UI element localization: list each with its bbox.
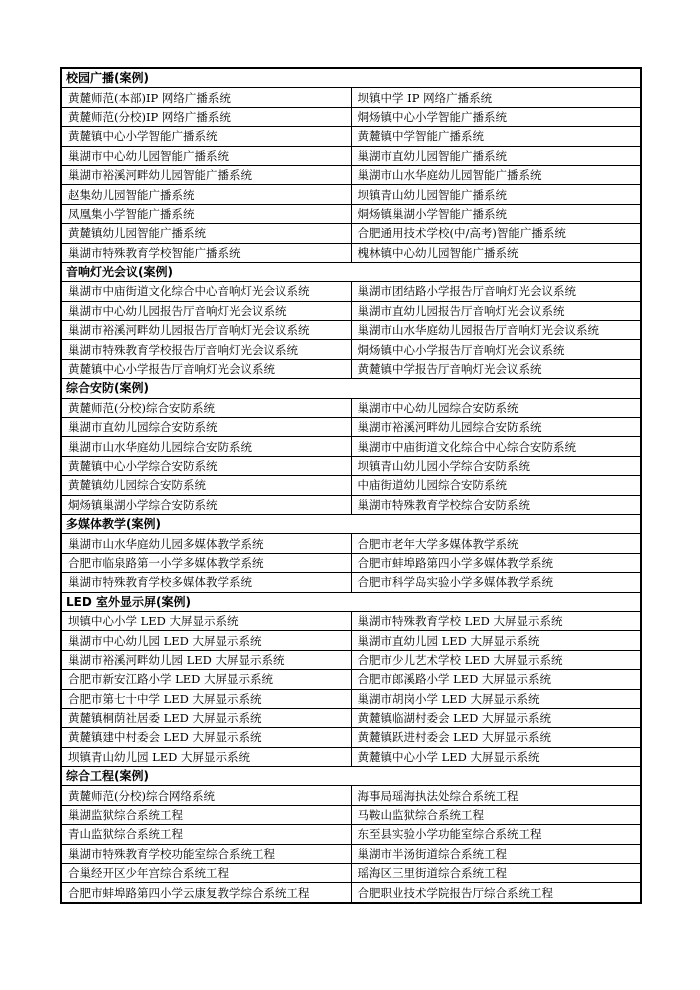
case-cell-right: 合肥市少儿艺术学校 LED 大屏显示系统 (351, 650, 641, 669)
case-cell-right: 烔炀镇巢湖小学智能广播系统 (351, 204, 641, 223)
case-cell-right: 烔炀镇中心小学智能广播系统 (351, 107, 641, 126)
case-cell-left: 黄麓镇中心小学智能广播系统 (61, 127, 351, 146)
table-row (61, 321, 641, 340)
case-cell-left: 黄麓镇桐荫社居委 LED 大屏显示系统 (61, 708, 351, 727)
case-cell-right: 马鞍山监狱综合系统工程 (351, 805, 641, 824)
table-row (61, 456, 641, 475)
case-cell-left: 合肥市第七十中学 LED 大屏显示系统 (61, 689, 351, 708)
case-cell-right: 合肥市科学岛实验小学多媒体教学系统 (351, 573, 641, 592)
case-cell-right: 巢湖市中庙街道文化综合中心综合安防系统 (351, 437, 641, 456)
case-cell-left: 巢湖市特殊教育学校智能广播系统 (61, 243, 351, 262)
table-row (61, 825, 641, 844)
case-cell-right: 槐林镇中心幼儿园智能广播系统 (351, 243, 641, 262)
case-cell-left: 青山监狱综合系统工程 (61, 825, 351, 844)
case-cell-left: 合肥市临泉路第一小学多媒体教学系统 (61, 553, 351, 572)
case-cell-right: 瑶海区三里街道综合系统工程 (351, 864, 641, 883)
case-cell-left: 烔炀镇巢湖小学综合安防系统 (61, 495, 351, 514)
case-cell-right: 巢湖市直幼儿园报告厅音响灯光会议系统 (351, 301, 641, 320)
table-row (61, 747, 641, 766)
case-cell-left: 黄麓镇建中村委会 LED 大屏显示系统 (61, 728, 351, 747)
section-header-row (61, 767, 641, 786)
case-cell-right: 巢湖市裕溪河畔幼儿园综合安防系统 (351, 418, 641, 437)
table-row (61, 398, 641, 417)
case-cell-right: 巢湖市特殊教育学校综合安防系统 (351, 495, 641, 514)
case-cell-left: 巢湖市特殊教育学校多媒体教学系统 (61, 573, 351, 592)
case-list-table (60, 67, 642, 904)
case-cell-right: 中庙街道幼儿园综合安防系统 (351, 476, 641, 495)
table-row (61, 611, 641, 630)
case-cell-right: 巢湖市中心幼儿园综合安防系统 (351, 398, 641, 417)
case-cell-left: 黄麓镇幼儿园综合安防系统 (61, 476, 351, 495)
table-row (61, 146, 641, 165)
table-row (61, 359, 641, 378)
case-cell-left: 巢湖市中心幼儿园 LED 大屏显示系统 (61, 631, 351, 650)
case-cell-right: 巢湖市山水华庭幼儿园报告厅音响灯光会议系统 (351, 321, 641, 340)
table-row (61, 573, 641, 592)
case-cell-right: 巢湖市山水华庭幼儿园智能广播系统 (351, 165, 641, 184)
case-cell-left: 巢湖市中心幼儿园报告厅音响灯光会议系统 (61, 301, 351, 320)
case-cell-right: 烔炀镇中心小学报告厅音响灯光会议系统 (351, 340, 641, 359)
case-cell-left: 巢湖市直幼儿园综合安防系统 (61, 418, 351, 437)
case-cell-right: 巢湖市半汤街道综合系统工程 (351, 844, 641, 863)
table-row (61, 883, 641, 903)
table-row (61, 728, 641, 747)
case-cell-right: 黄麓镇中学报告厅音响灯光会议系统 (351, 359, 641, 378)
section-title: 综合工程(案例) (61, 767, 641, 786)
case-cell-left: 凤凰集小学智能广播系统 (61, 204, 351, 223)
table-row (61, 495, 641, 514)
table-row (61, 88, 641, 107)
table-row (61, 864, 641, 883)
section-title: 综合安防(案例) (61, 379, 641, 398)
case-cell-left: 黄麓师范(分校)综合安防系统 (61, 398, 351, 417)
section-title: 多媒体教学(案例) (61, 514, 641, 533)
case-cell-left: 巢湖监狱综合系统工程 (61, 805, 351, 824)
table-row (61, 844, 641, 863)
case-cell-right: 黄麓镇跃进村委会 LED 大屏显示系统 (351, 728, 641, 747)
table-row (61, 476, 641, 495)
section-header-row (61, 68, 641, 88)
table-row (61, 437, 641, 456)
case-cell-right: 巢湖市团结路小学报告厅音响灯光会议系统 (351, 282, 641, 301)
table-row (61, 165, 641, 184)
case-cell-left: 巢湖市裕溪河畔幼儿园智能广播系统 (61, 165, 351, 184)
case-cell-left: 合巢经开区少年宫综合系统工程 (61, 864, 351, 883)
case-cell-right: 合肥通用技术学校(中/高考)智能广播系统 (351, 224, 641, 243)
table-row (61, 224, 641, 243)
table-row (61, 301, 641, 320)
case-cell-right: 合肥职业技术学院报告厅综合系统工程 (351, 883, 641, 903)
case-cell-left: 赵集幼儿园智能广播系统 (61, 185, 351, 204)
case-cell-left: 巢湖市特殊教育学校报告厅音响灯光会议系统 (61, 340, 351, 359)
case-cell-left: 合肥市蚌埠路第四小学云康复教学综合系统工程 (61, 883, 351, 903)
case-cell-left: 巢湖市裕溪河畔幼儿园报告厅音响灯光会议系统 (61, 321, 351, 340)
case-cell-right: 巢湖市特殊教育学校 LED 大屏显示系统 (351, 611, 641, 630)
case-cell-left: 黄麓镇中心小学报告厅音响灯光会议系统 (61, 359, 351, 378)
case-list-body (61, 68, 641, 903)
case-cell-left: 黄麓镇中心小学综合安防系统 (61, 456, 351, 475)
table-row (61, 689, 641, 708)
section-header-row (61, 592, 641, 611)
table-row (61, 534, 641, 553)
table-row (61, 127, 641, 146)
table-row (61, 282, 641, 301)
table-row (61, 107, 641, 126)
table-row (61, 340, 641, 359)
table-row (61, 418, 641, 437)
section-header-row (61, 514, 641, 533)
case-cell-left: 坝镇青山幼儿园 LED 大屏显示系统 (61, 747, 351, 766)
case-cell-left: 黄麓师范(分校)综合网络系统 (61, 786, 351, 805)
case-cell-right: 坝镇青山幼儿园智能广播系统 (351, 185, 641, 204)
case-cell-left: 巢湖市中心幼儿园智能广播系统 (61, 146, 351, 165)
case-cell-left: 坝镇中心小学 LED 大屏显示系统 (61, 611, 351, 630)
table-row (61, 708, 641, 727)
table-row (61, 631, 641, 650)
case-cell-left: 黄麓师范(本部)IP 网络广播系统 (61, 88, 351, 107)
section-header-row (61, 262, 641, 281)
table-row (61, 553, 641, 572)
section-title: 校园广播(案例) (61, 68, 641, 88)
table-row (61, 243, 641, 262)
table-row (61, 670, 641, 689)
table-row (61, 204, 641, 223)
case-cell-left: 巢湖市中庙街道文化综合中心音响灯光会议系统 (61, 282, 351, 301)
case-cell-right: 黄麓镇临湖村委会 LED 大屏显示系统 (351, 708, 641, 727)
section-title: 音响灯光会议(案例) (61, 262, 641, 281)
case-cell-left: 巢湖市特殊教育学校功能室综合系统工程 (61, 844, 351, 863)
table-row (61, 805, 641, 824)
case-cell-right: 黄麓镇中心小学 LED 大屏显示系统 (351, 747, 641, 766)
case-cell-left: 黄麓师范(分校)IP 网络广播系统 (61, 107, 351, 126)
case-cell-right: 坝镇青山幼儿园小学综合安防系统 (351, 456, 641, 475)
case-cell-left: 合肥市新安江路小学 LED 大屏显示系统 (61, 670, 351, 689)
section-header-row (61, 379, 641, 398)
table-row (61, 185, 641, 204)
table-row (61, 786, 641, 805)
case-cell-right: 坝镇中学 IP 网络广播系统 (351, 88, 641, 107)
case-cell-right: 巢湖市胡岗小学 LED 大屏显示系统 (351, 689, 641, 708)
case-cell-left: 巢湖市裕溪河畔幼儿园 LED 大屏显示系统 (61, 650, 351, 669)
case-cell-right: 东至县实验小学功能室综合系统工程 (351, 825, 641, 844)
table-row (61, 650, 641, 669)
case-cell-right: 巢湖市直幼儿园 LED 大屏显示系统 (351, 631, 641, 650)
case-cell-right: 合肥市老年大学多媒体教学系统 (351, 534, 641, 553)
case-cell-right: 黄麓镇中学智能广播系统 (351, 127, 641, 146)
case-cell-left: 巢湖市山水华庭幼儿园多媒体教学系统 (61, 534, 351, 553)
case-cell-right: 海事局瑶海执法处综合系统工程 (351, 786, 641, 805)
case-cell-right: 合肥市蚌埠路第四小学多媒体教学系统 (351, 553, 641, 572)
case-cell-right: 合肥市郎溪路小学 LED 大屏显示系统 (351, 670, 641, 689)
section-title: LED 室外显示屏(案例) (61, 592, 641, 611)
case-cell-right: 巢湖市直幼儿园智能广播系统 (351, 146, 641, 165)
case-cell-left: 巢湖市山水华庭幼儿园综合安防系统 (61, 437, 351, 456)
case-cell-left: 黄麓镇幼儿园智能广播系统 (61, 224, 351, 243)
